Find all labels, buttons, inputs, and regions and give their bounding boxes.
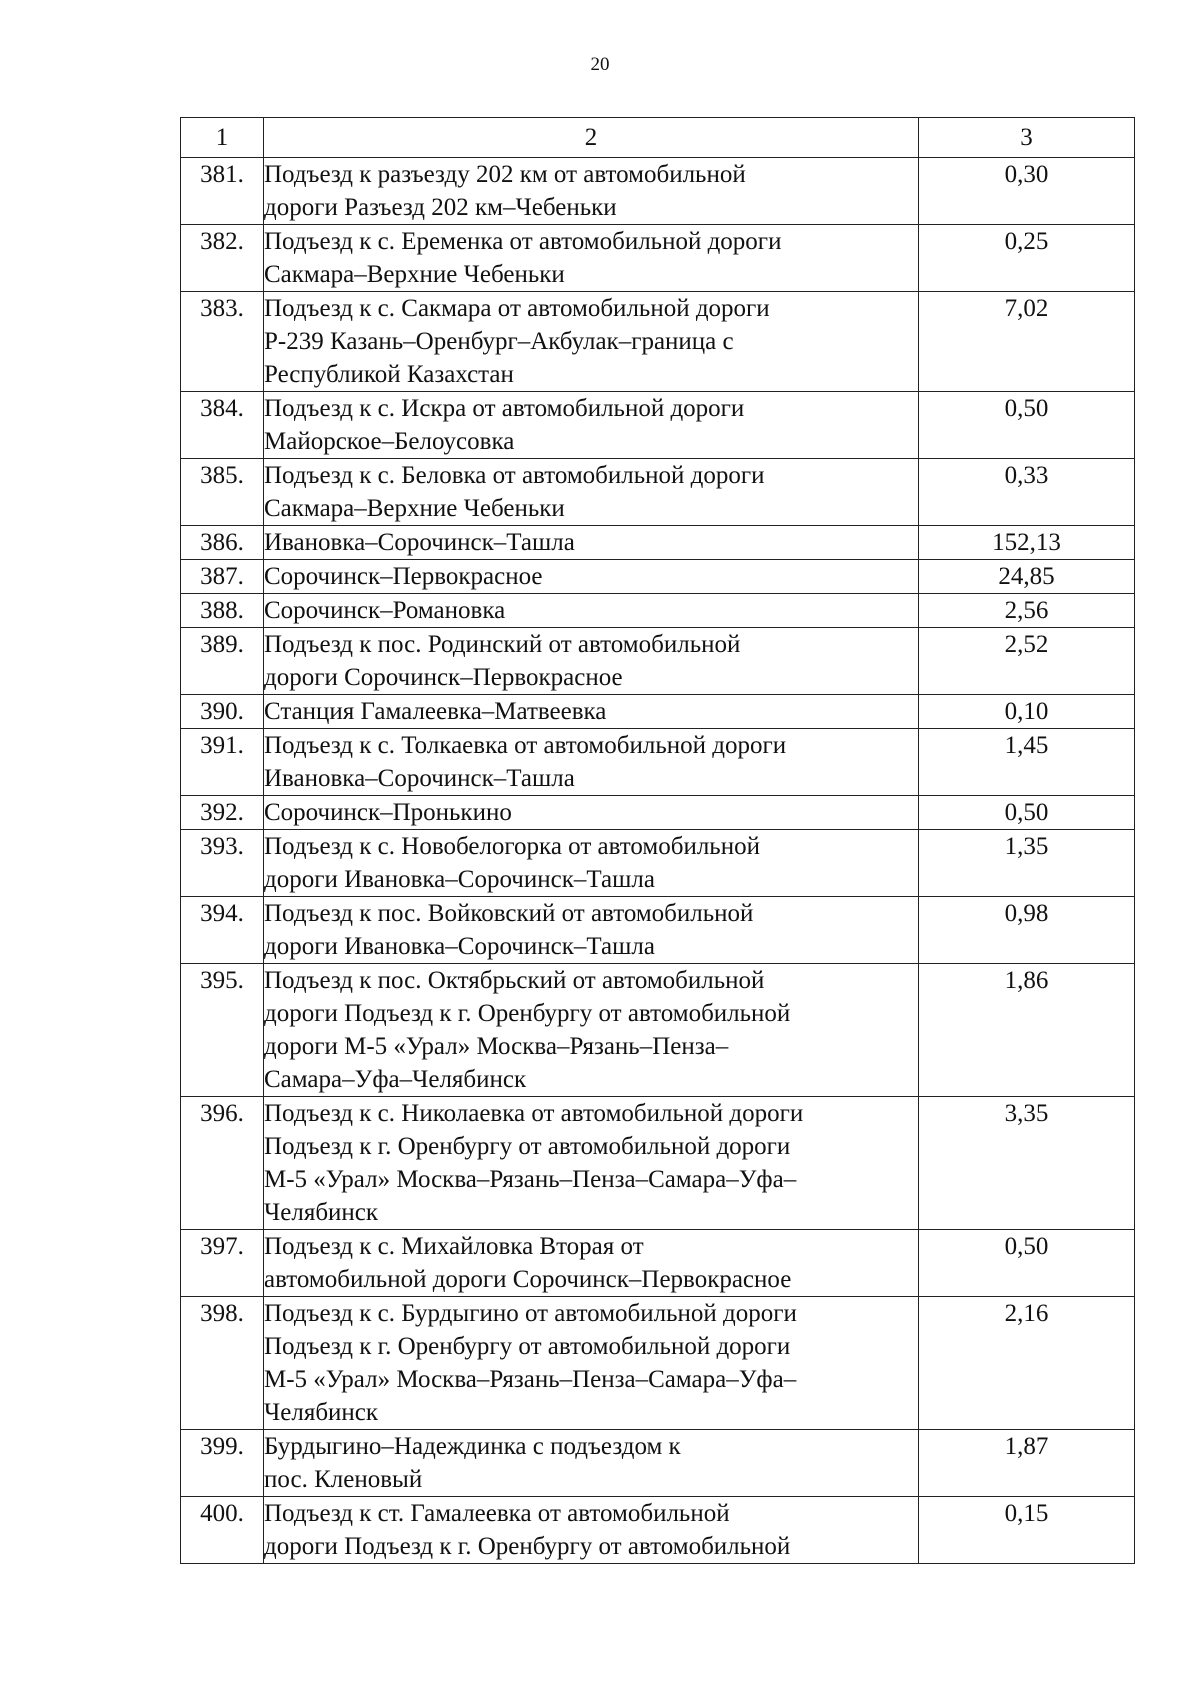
road-name-line: дороги Разъезд 202 км–Чебеньки [264,194,617,221]
road-name-line: Подъезд к с. Беловка от автомобильной дороги [264,462,765,489]
road-name-cell [264,560,919,594]
table-row [181,1497,1135,1564]
road-name-cell [264,392,919,459]
row-number: 387. [181,560,264,594]
roads-table [180,117,1135,1564]
road-name-line: Подъезд к с. Еременка от автомобильной дороги [264,228,782,255]
road-name-line: Подъезд к пос. Октябрьский от автомобильной [264,967,765,994]
row-number: 391. [181,729,264,796]
table-header-row [181,118,1135,158]
length-value: 7,02 [919,292,1135,392]
road-name-line: дороги Ивановка–Сорочинск–Ташла [264,933,655,960]
road-name-line: Подъезд к с. Бурдыгино от автомобильной дороги [264,1300,797,1327]
road-name-cell [264,830,919,897]
road-name-cell [264,964,919,1097]
table-row [181,830,1135,897]
row-number: 383. [181,292,264,392]
road-name-cell [264,628,919,695]
row-number: 388. [181,594,264,628]
length-value: 0,15 [919,1497,1135,1564]
road-name-line: пос. Кленовый [264,1466,423,1493]
table-body [181,158,1135,1564]
road-name-cell [264,1097,919,1230]
length-value: 0,50 [919,796,1135,830]
road-name-line: Подъезд к с. Толкаевка от автомобильной дороги [264,732,787,759]
table-row [181,1430,1135,1497]
table-row [181,560,1135,594]
table-row [181,695,1135,729]
length-value: 0,50 [919,392,1135,459]
row-number: 389. [181,628,264,695]
road-name-cell [264,292,919,392]
road-name-line: Бурдыгино–Надеждинка с подъездом к [264,1433,681,1460]
table-row [181,526,1135,560]
table-row [181,1297,1135,1430]
length-value: 24,85 [919,560,1135,594]
table-row [181,1097,1135,1230]
row-number: 400. [181,1497,264,1564]
table-row [181,292,1135,392]
road-name-line: Сакмара–Верхние Чебеньки [264,261,565,288]
length-value: 0,98 [919,897,1135,964]
road-name-line: Сорочинск–Первокрасное [264,563,543,590]
road-name-line: Подъезд к разъезду 202 км от автомобильной [264,161,746,188]
length-value: 0,50 [919,1230,1135,1297]
row-number: 385. [181,459,264,526]
table-row [181,225,1135,292]
length-value: 0,10 [919,695,1135,729]
road-name-line: Подъезд к с. Сакмара от автомобильной дороги [264,295,770,322]
road-name-line: Челябинск [264,1199,379,1226]
table-row [181,459,1135,526]
road-name-cell [264,1230,919,1297]
row-number: 396. [181,1097,264,1230]
road-name-line: Самара–Уфа–Челябинск [264,1066,527,1093]
road-name-line: М-5 «Урал» Москва–Рязань–Пенза–Самара–Уфа– [264,1166,797,1193]
road-name-cell [264,459,919,526]
length-value: 1,87 [919,1430,1135,1497]
road-name-line: дороги Ивановка–Сорочинск–Ташла [264,866,655,893]
road-name-cell [264,526,919,560]
row-number: 394. [181,897,264,964]
road-name-line: Подъезд к г. Оренбургу от автомобильной дороги [264,1133,791,1160]
road-name-line: Ивановка–Сорочинск–Ташла [264,529,575,556]
length-value: 0,30 [919,158,1135,225]
road-name-line: дороги Подъезд к г. Оренбургу от автомобильной [264,1533,791,1560]
column-header-1: 1 [181,118,264,158]
table-row [181,796,1135,830]
length-value: 3,35 [919,1097,1135,1230]
table-row [181,964,1135,1097]
road-name-line: Подъезд к ст. Гамалеевка от автомобильной [264,1500,730,1527]
row-number: 392. [181,796,264,830]
road-name-cell [264,897,919,964]
road-name-line: Подъезд к г. Оренбургу от автомобильной дороги [264,1333,791,1360]
road-name-line: Подъезд к с. Михайловка Вторая от [264,1233,644,1260]
road-name-line: Сорочинск–Романовка [264,597,506,624]
road-name-cell [264,1297,919,1430]
table-row [181,897,1135,964]
road-name-line: дороги М-5 «Урал» Москва–Рязань–Пенза– [264,1033,729,1060]
length-value: 1,45 [919,729,1135,796]
road-name-line: Майорское–Белоусовка [264,428,515,455]
road-name-line: дороги Сорочинск–Первокрасное [264,664,623,691]
length-value: 1,35 [919,830,1135,897]
table-row [181,628,1135,695]
length-value: 2,52 [919,628,1135,695]
table-row [181,392,1135,459]
length-value: 0,25 [919,225,1135,292]
road-name-line: Ивановка–Сорочинск–Ташла [264,765,575,792]
length-value: 2,16 [919,1297,1135,1430]
row-number: 381. [181,158,264,225]
road-name-line: Республикой Казахстан [264,361,514,388]
length-value: 1,86 [919,964,1135,1097]
road-name-cell [264,1430,919,1497]
road-name-cell [264,695,919,729]
page-number: 20 [590,54,610,75]
row-number: 399. [181,1430,264,1497]
row-number: 384. [181,392,264,459]
road-name-line: Подъезд к пос. Родинский от автомобильной [264,631,741,658]
road-name-cell [264,158,919,225]
road-name-line: Сорочинск–Пронькино [264,799,512,826]
table-row [181,158,1135,225]
road-name-cell [264,1497,919,1564]
road-name-cell [264,594,919,628]
road-name-line: Подъезд к с. Искра от автомобильной дороги [264,395,745,422]
table-row [181,594,1135,628]
road-name-line: автомобильной дороги Сорочинск–Первокрасное [264,1266,792,1293]
row-number: 395. [181,964,264,1097]
column-header-3: 3 [919,118,1135,158]
road-name-cell [264,729,919,796]
road-name-line: Р-239 Казань–Оренбург–Акбулак–граница с [264,328,734,355]
road-name-line: М-5 «Урал» Москва–Рязань–Пенза–Самара–Уфа– [264,1366,797,1393]
row-number: 386. [181,526,264,560]
road-name-cell [264,225,919,292]
road-name-cell [264,796,919,830]
row-number: 393. [181,830,264,897]
row-number: 390. [181,695,264,729]
road-name-line: Подъезд к с. Новобелогорка от автомобильной [264,833,760,860]
row-number: 397. [181,1230,264,1297]
length-value: 152,13 [919,526,1135,560]
row-number: 398. [181,1297,264,1430]
road-name-line: дороги Подъезд к г. Оренбургу от автомобильной [264,1000,791,1027]
road-name-line: Станция Гамалеевка–Матвеевка [264,698,607,725]
column-header-2: 2 [264,118,919,158]
road-name-line: Подъезд к пос. Войковский от автомобильной [264,900,754,927]
length-value: 0,33 [919,459,1135,526]
length-value: 2,56 [919,594,1135,628]
road-name-line: Челябинск [264,1399,379,1426]
road-name-line: Подъезд к с. Николаевка от автомобильной дороги [264,1100,804,1127]
table-row [181,1230,1135,1297]
table-row [181,729,1135,796]
row-number: 382. [181,225,264,292]
road-name-line: Сакмара–Верхние Чебеньки [264,495,565,522]
